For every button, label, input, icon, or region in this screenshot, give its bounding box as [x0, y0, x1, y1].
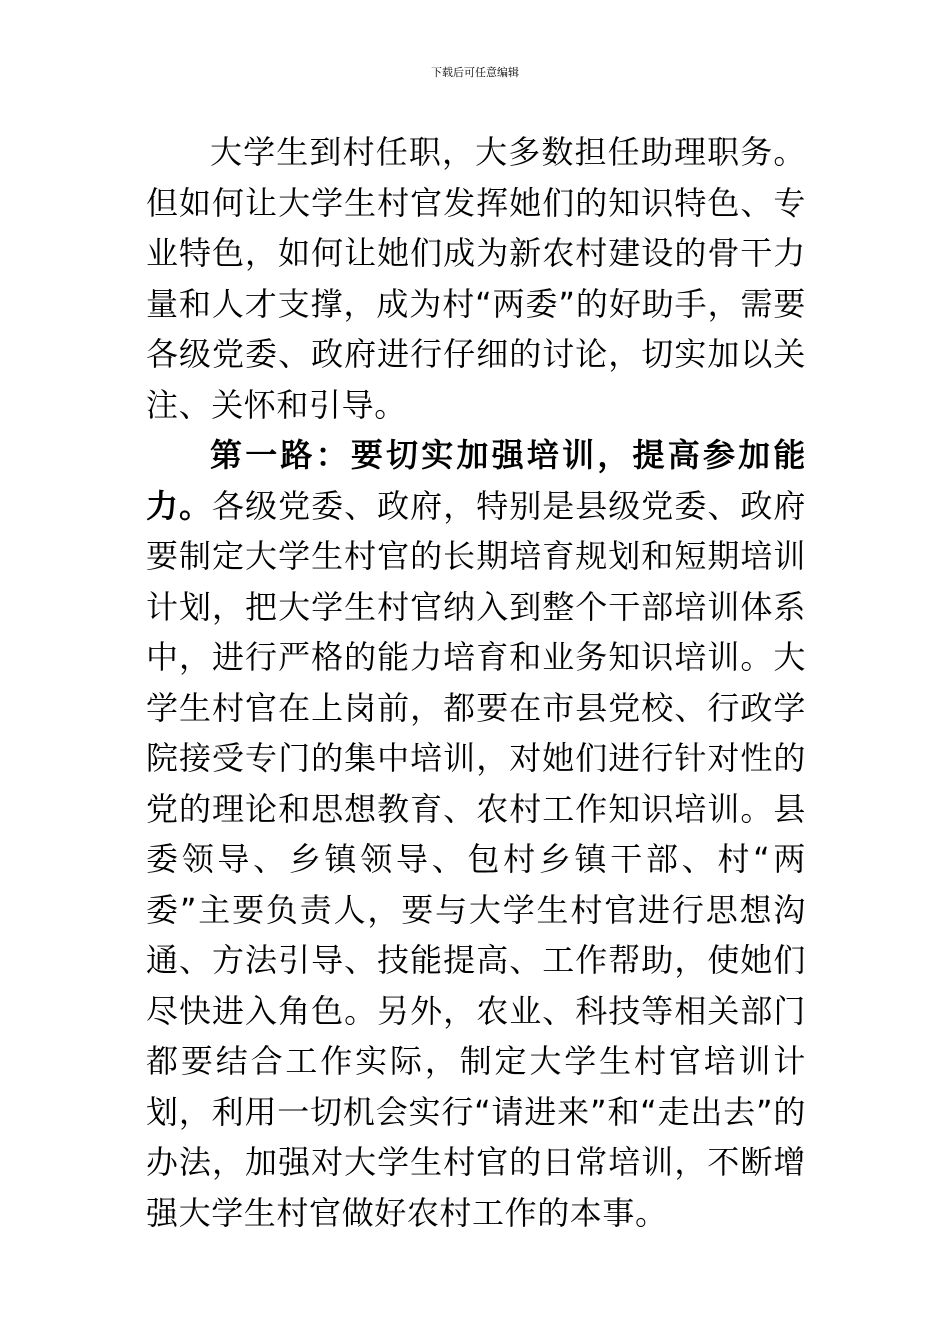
- document-body: [146, 127, 806, 1238]
- paragraph-training-text: 各级党委、政府，特别是县级党委、政府要制定大学生村官的长期培育规划和短期培训计划，把大学生村官纳入到整个干部培训体系中，进行严格的能力培育和业务知识培训。大学生村官在上岗前，都要在市县党校、行政学院接受专门的集中培训，对她们进行针对性的党的理论和思想教育、农村工作知识培训。县委领导、乡镇领导、包村乡镇干部、村“两委”主要负责人，要与大学生村官进行思想沟通、方法引导、技能提高、工作帮助，使她们尽快进入角色。另外，农业、科技等相关部门都要结合工作实际，制定大学生村官培训计划，利用一切机会实行“请进来”和“走出去”的办法，加强对大学生村官的日常培训，不断增强大学生村官做好农村工作的本事。: [146, 486, 806, 1232]
- page-header: 下载后可任意编辑: [431, 66, 519, 79]
- paragraph-training-heading: 第一路：要切实加强培训，提高参加能力。: [146, 436, 806, 525]
- paragraph-intro-text: 大学生到村任职，大多数担任助理职务。但如何让大学生村官发挥她们的知识特色、专业特色，如何让她们成为新农村建设的骨干力量和人才支撑，成为村“两委”的好助手，需要各级党委、政府进行仔细的讨论，切实加以关注、关怀和引导。: [146, 133, 806, 424]
- paragraph-training: [146, 430, 806, 1238]
- paragraph-intro: [146, 127, 806, 430]
